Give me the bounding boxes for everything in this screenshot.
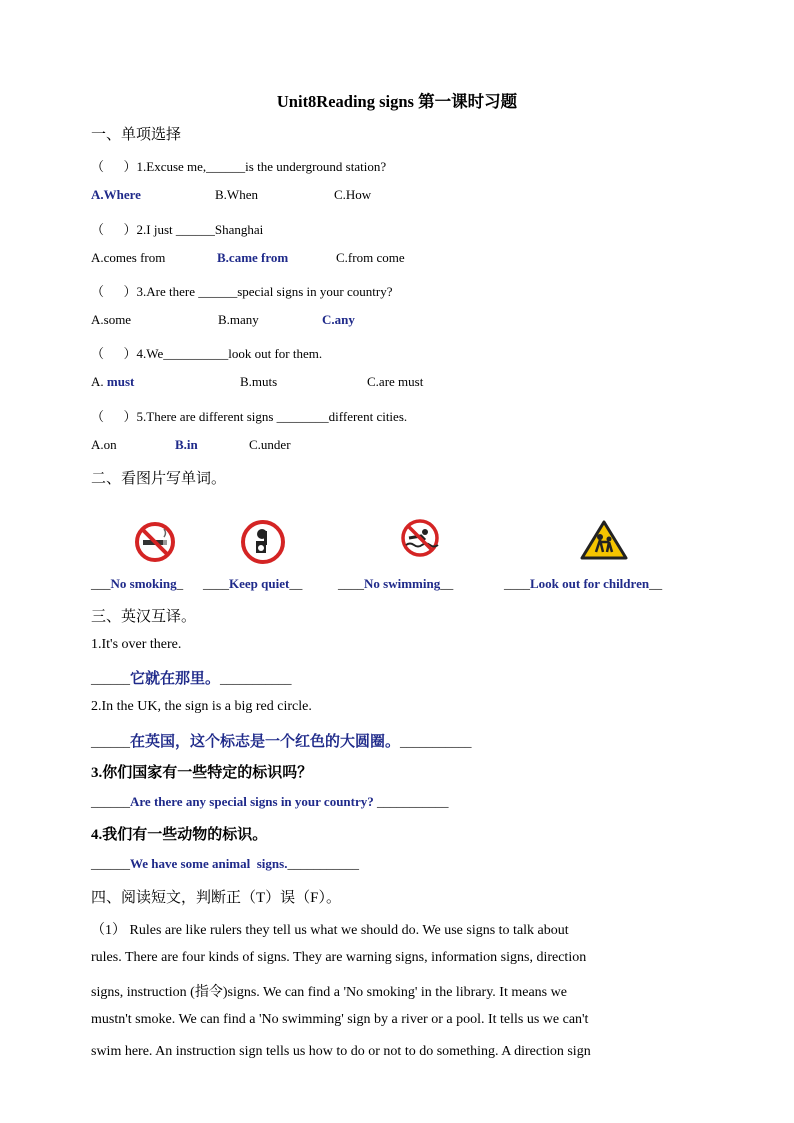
mc-option-2c: C.from come bbox=[336, 250, 405, 265]
mc-option-5c: C.under bbox=[249, 437, 291, 452]
passage-line: swim here. An instruction sign tells us how to do or not to do something. A direction sign bbox=[91, 1044, 591, 1059]
sign-label-keep-quiet: ____Keep quiet__ bbox=[203, 576, 303, 591]
mc-option-4a: A. must bbox=[91, 374, 135, 389]
sign-label-look-out-for-children: ____Look out for children__ bbox=[504, 576, 663, 591]
translation-answer-4: ______We have some animal signs.___________ bbox=[91, 856, 359, 871]
mc-question-5: （ ）5.There are different signs ________different cities. bbox=[91, 409, 408, 424]
section-heading-translation: 三、英汉互译。 bbox=[91, 609, 197, 625]
translation-answer-2: ______在英国，这个标志是一个红色的大圆圈。___________ bbox=[91, 734, 472, 750]
no-swimming-sign-icon bbox=[400, 518, 440, 563]
passage-line: signs, instruction (指令)signs. We can find a 'No smoking' in the library. It means we bbox=[91, 985, 567, 1000]
translation-question-2: 2.In the UK, the sign is a big red circle. bbox=[91, 699, 312, 714]
section-heading-multiple-choice: 一、单项选择 bbox=[91, 127, 182, 143]
mc-option-3a: A.some bbox=[91, 312, 132, 327]
mc-question-4: （ ）4.We__________look out for them. bbox=[91, 346, 323, 361]
passage-line: rules. There are four kinds of signs. They are warning signs, information signs, direction bbox=[91, 950, 587, 965]
mc-question-1: （ ）1.Excuse me,______is the underground station? bbox=[91, 159, 387, 174]
mc-option-4c: C.are must bbox=[367, 374, 424, 389]
no-smoking-sign-icon bbox=[134, 521, 176, 568]
mc-option-2b: B.came from bbox=[217, 250, 289, 265]
section-heading-picture-words: 二、看图片写单词。 bbox=[91, 471, 227, 487]
sign-label-no-smoking: ___No smoking_ bbox=[91, 576, 184, 591]
page-title: Unit8Reading signs 第一课时习题 bbox=[276, 92, 518, 111]
mc-option-1a: A.Where bbox=[91, 187, 141, 202]
mc-option-3c: C.any bbox=[322, 312, 355, 327]
mc-option-1b: B.When bbox=[215, 187, 258, 202]
mc-question-3: （ ）3.Are there ______special signs in your country? bbox=[91, 284, 393, 299]
mc-question-2: （ ）2.I just ______Shanghai bbox=[91, 222, 264, 237]
passage-line: mustn't smoke. We can find a 'No swimming' sign by a river or a pool. It tells us we can't bbox=[91, 1012, 589, 1027]
mc-option-5b: B.in bbox=[175, 437, 198, 452]
sign-label-no-swimming: ____No swimming__ bbox=[338, 576, 454, 591]
mc-option-2a: A.comes from bbox=[91, 250, 166, 265]
mc-option-1c: C.How bbox=[334, 187, 372, 202]
mc-option-4b: B.muts bbox=[240, 374, 278, 389]
section-heading-reading: 四、阅读短文，判断正（T）误（F）。 bbox=[91, 890, 342, 906]
translation-question-4: 4.我们有一些动物的标识。 bbox=[91, 827, 268, 843]
translation-question-1: 1.It's over there. bbox=[91, 637, 182, 652]
passage-line: （1） Rules are like rulers they tell us what we should do. We use signs to talk about bbox=[91, 923, 569, 938]
mc-option-3b: B.many bbox=[218, 312, 259, 327]
translation-question-3: 3.你们国家有一些特定的标识吗？ bbox=[91, 765, 313, 781]
keep-quiet-sign-icon bbox=[240, 519, 286, 570]
mc-option-5a: A.on bbox=[91, 437, 117, 452]
translation-answer-1: ______它就在那里。___________ bbox=[91, 671, 292, 687]
look-out-for-children-sign-icon bbox=[580, 520, 628, 565]
translation-answer-3: ______Are there any special signs in your country? ___________ bbox=[91, 794, 449, 809]
